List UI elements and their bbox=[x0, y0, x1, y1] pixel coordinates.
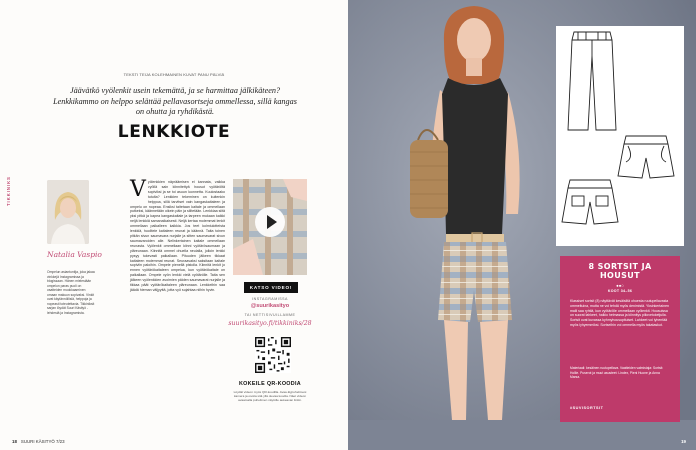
author-bio: Ompelun asiantuntija, joka jakaa vinkkejä Instagramissa ja blogissaan. Hänen mielestään ompelun paras puoli on vaatteiden muokkaaminen omaan makuun sopivaksi. Vinkit ovat käytännöllisiä, helppoja ja nopeasti toteutettavia. Tikkiniksit sarjan löydät Suuri Käsityö -lehdestä ja Instagramista. bbox=[47, 270, 95, 315]
byline: TEKSTI TEIJA KOLEHMAINEN KUVAT PANU PÄLVIÄ bbox=[123, 72, 225, 77]
author-photo bbox=[47, 180, 89, 244]
drop-cap: V bbox=[130, 177, 146, 202]
pattern-materials: Materiaali: kesäinen ruutupellava. Vaatteiden valmistaja: Sortsit: Hollie. Puserot ja muut asusteet: Lindex, Pieni Huone ja Anna Marsa. bbox=[570, 366, 664, 379]
video-thumbnail[interactable] bbox=[233, 179, 307, 275]
pattern-title bbox=[560, 262, 680, 280]
shorts-sketch-icon bbox=[556, 26, 684, 246]
article-body bbox=[130, 177, 225, 293]
pattern-title-line1: 8 SORTSIT JA bbox=[588, 262, 652, 271]
technical-drawing bbox=[556, 26, 684, 246]
page-title: LENKKIOTE bbox=[117, 122, 231, 142]
section-label: TIKKINIKS bbox=[6, 176, 11, 206]
instagram-handle[interactable]: @suurikasityo bbox=[250, 303, 290, 309]
also-label: TAI NETTISIVUILLAMME bbox=[244, 313, 296, 317]
author-portrait-icon bbox=[47, 180, 89, 244]
pattern-title-line2: HOUSUT bbox=[599, 271, 641, 280]
pattern-info-panel bbox=[560, 256, 680, 422]
instagram-handle-row bbox=[222, 303, 318, 309]
video-url-link[interactable]: suurikasityo.fi/tikkiniks/28 bbox=[228, 320, 312, 327]
article-body-text: yölenkkien näpräämisen ei kannata, vaikka vyöllä sain kiinnitettyä housut vyötäröltä sopiviksi ja se toi asuun luonnetta. Kuulostaako tutulta? Lenkkien tekeminen on kuitenkin helppoa, sillä tarvitset vain kangaskaitaleen ja ompelu on nopeaa. Ensiksi taitetaan kaitale ja ommellaan putkeksi, käännetään oikein päin ja silitetään. Lenkkiaa siitä yksi pitkä ja kapea kangaskaitale ja tarpeen mukaan kaikki neljä lenkkiä samanaikaisesti. Neljä kertaa molemmat lenkit ommellaan paikalleen kaikkia. Jos teet kolmiulotteista lenkkiä, huolitele kaitaleen reunat ja käännä. Taita toinen pitkän sivun saumavara nurjalle ja sitten saumavarat sivun saumavaroiden alle. Nelinkertainen kaitale ommellaan reunasta. Vyölenkit ommellaan kiinni vyötärösaumaan ja yläreunaan. Kiinnitä ommel ohuella neulalla, jolloin lenkki pysyy tukevasti paikallaan. Pituuden jälkeen tikkaat kaitaleen molemmat reunat. Seuraavaksi saksitaan kaitale sopiviin paloihin. Ompele pienellä pistolla. Kiinnitä lenkit jo ennen vyötärökaitaleen ompelua, kun vyötärökaitale on paikallaan. Ompele vyön lenkki vielä vyötärölle. Taita sen jälkeen vyölenkkien avoimien päiden saumavarat nurjalle ja tikkaa päät vyötärökaitaleen yläreunaan. Lenkkeihin saa jäädä hieman väljyyttä, jotta vyö sujahtaa niihin hyvin. bbox=[130, 180, 225, 292]
author-name: Natalia Vaspio bbox=[47, 250, 102, 259]
url-row bbox=[222, 320, 318, 327]
folio-left bbox=[12, 439, 65, 444]
page-number-left: 18 bbox=[12, 439, 17, 444]
pattern-description: Klassiset sortsit (8) näyttävät kesäisiltä ohuesta ruutupellavasta ommeltuina, mutta ne voi tehdä myös denimistä. Yksinkertainen malli saa ryhtiä, kun vyötärölle ommellaan vyölenkit. Housuissa on suorat lahkeet, halkio helmassa ja kiinnitys piilovetoketjulla. Sortsit ovat kuvassa kyhmyhousupituiset. Lahkeet voi lyhentää myös lyhyemmiksi. Sortseihin voi ommella myös takataskut. bbox=[570, 299, 669, 327]
publication-name: SUURI KÄSITYÖ 7/23 bbox=[20, 439, 65, 444]
instagram-label-row bbox=[222, 297, 318, 301]
instagram-label: INSTAGRAMISSA bbox=[252, 297, 288, 301]
play-icon bbox=[267, 215, 277, 229]
pattern-sizes: KOOT 34–56 bbox=[607, 289, 633, 293]
difficulty-rating: ●●○ bbox=[616, 283, 624, 288]
qr-text: Löydät videon myös QR-koodilla. Avaa älypuhelimesi kamera ja osoita sitä yllä olevaa koodia. Näet videon avaamalla puhelimen näytölle aukeavan linkin. bbox=[233, 390, 307, 403]
also-label-row bbox=[222, 313, 318, 317]
watch-video-button[interactable]: KATSO VIDEO! bbox=[244, 282, 298, 293]
page-number-right: 19 bbox=[681, 439, 686, 444]
play-button[interactable] bbox=[255, 207, 285, 237]
right-page bbox=[348, 0, 696, 450]
qr-code[interactable] bbox=[255, 337, 291, 373]
lead-paragraph: Jäävätkö vyölenkit usein tekemättä, ja se harmittaa jälkikäteen? Lenkkikammo on helppo selättää pellavasortseja ommellessa, sillä kangas on ohutta ja ryhdikästä. bbox=[53, 86, 297, 117]
hashtag: #SUVISORTSIT bbox=[570, 406, 604, 410]
qr-title: KOKEILE QR-KOODIA bbox=[238, 381, 301, 387]
